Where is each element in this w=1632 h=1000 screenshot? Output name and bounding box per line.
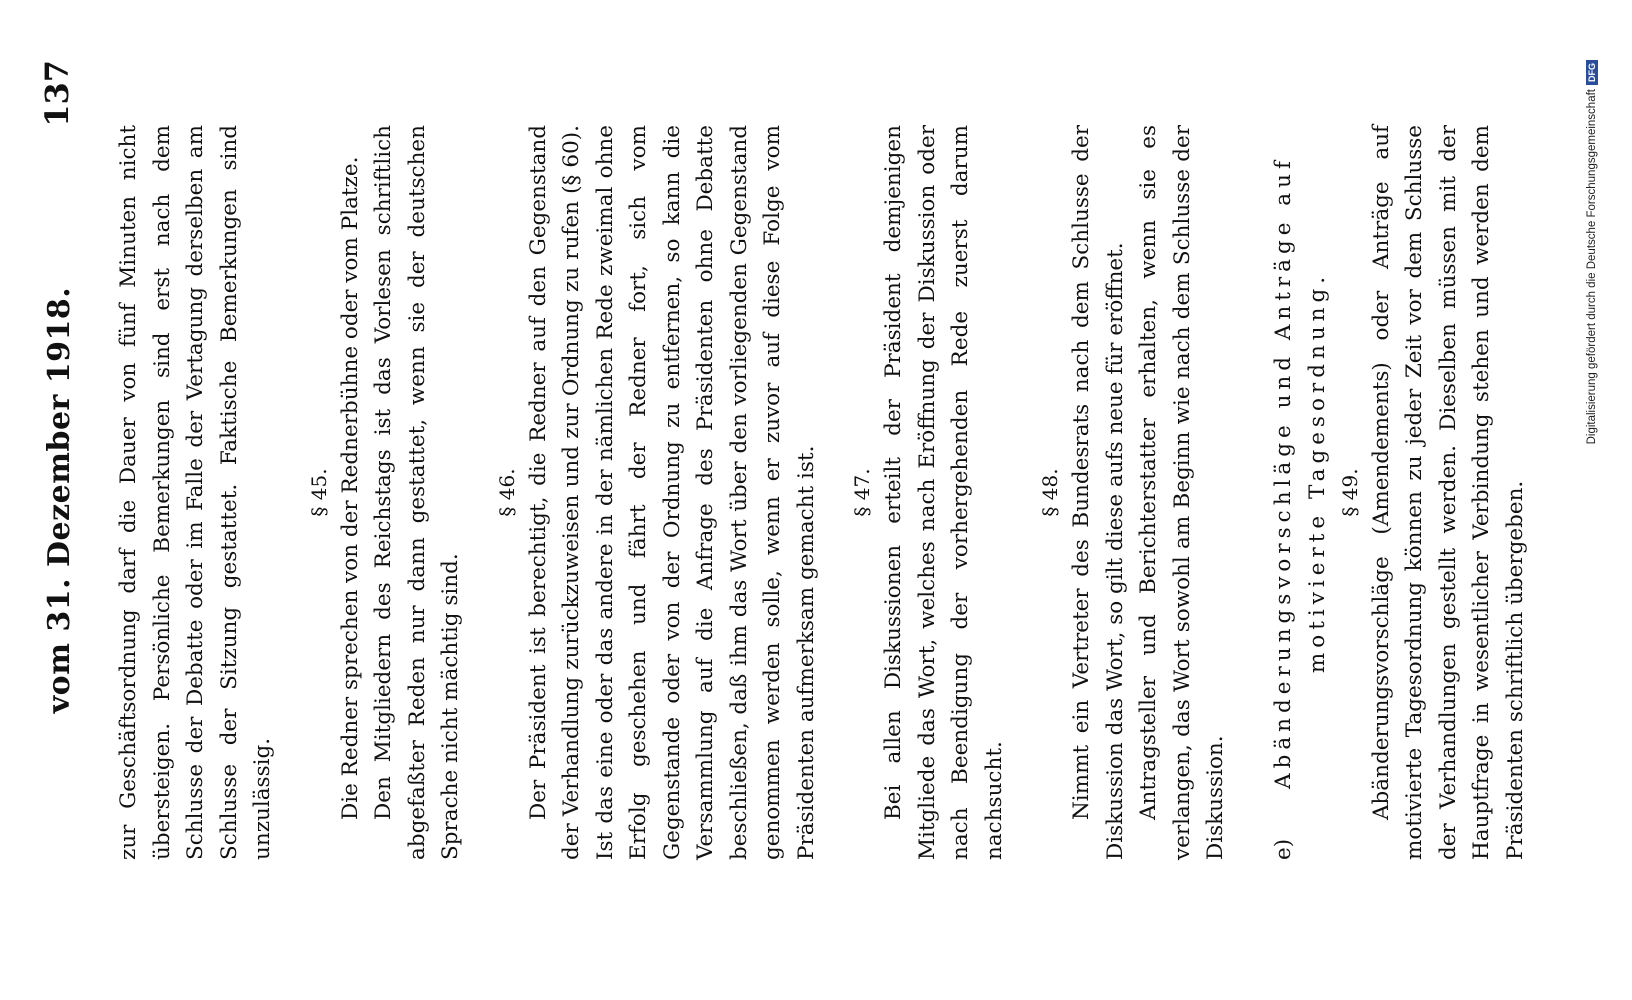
section-45-paragraph-2: Den Mitgliedern des Reichstags ist das Vorlesen schriftlich abgefaßter Reden nur dann gestattet, wenn sie der deutschen Sprache nicht mächtig sind.: [371, 125, 463, 860]
digitization-credit-text: Digitalisierung gefördert durch die Deutsche Forschungsgemeinschaft: [1586, 89, 1598, 445]
section-47-paragraph-1: Bei allen Diskussionen erteilt der Präsident demjenigen Mitgliede das Wort, welches nach Eröffnung der Diskussion oder nach Beendigung der vorhergehenden Rede zuerst darum nachsucht.: [881, 125, 1007, 860]
page-number: 137: [38, 60, 76, 127]
section-48-paragraph-1: Nimmt ein Vertreter des Bundesrats nach dem Schlusse der Diskussion das Wort, so gilt diese aufs neue für eröffnet.: [1069, 125, 1128, 860]
subsection-e-label: e): [1270, 838, 1296, 860]
section-45-title: § 45.: [306, 468, 331, 517]
section-49-title: § 49.: [1337, 468, 1362, 517]
section-49-paragraph-1: Abänderungsvorschläge (Amendements) oder Anträge auf motivierte Tagesordnung können zu jeder Zeit vor dem Schlusse der Verhandlungen gestellt werden. Dieselben müssen mit der Hauptfrage in wesentlicher Verbindung stehen und werden dem Präsidenten schriftlich übergeben.: [1368, 125, 1528, 860]
section-48-paragraph-2: Antragsteller und Berichterstatter erhalten, wenn sie es verlangen, das Wort sowohl am Beginn wie nach dem Schlusse der Diskussion.: [1136, 125, 1228, 860]
continued-paragraph: zur Geschäftsordnung darf die Dauer von fünf Minuten nicht übersteigen. Persönliche Bemerkungen sind erst nach dem Schlusse der Debatte oder im Falle der Vertagung derselben am Schlusse der Sitzung gestattet. Faktische Bemerkungen sind unzulässig.: [116, 125, 275, 860]
page-body: [112, 125, 1532, 860]
subsection-e-title: Abänderungsvorschläge und Anträge auf motivierte Tagesordnung.: [1270, 156, 1330, 789]
digitization-credit: [1586, 0, 1598, 1000]
section-48-title: § 48.: [1038, 468, 1062, 517]
section-46-title: § 46.: [494, 468, 519, 517]
section-46-paragraph-1: Der Präsident ist berechtigt, die Redner auf den Gegenstand der Verhandlung zurückzuweisen und zur Ordnung zu rufen (§ 60). Ist das eine oder das andere in der nämlichen Rede zweimal ohne Erfolg geschehen und fährt der Redner fort, sich vom Gegenstande oder von der Ordnung zu entfernen, so kann die Versammlung auf die Anfrage des Präsidenten ohne Debatte beschließen, daß ihm das Wort über den vorliegenden Gegenstand genommen werden solle, wenn er zuvor auf diese Folge vom Präsidenten aufmerksam gemacht ist.: [525, 125, 819, 860]
dfg-logo: DFG: [1586, 60, 1598, 85]
section-47-title: § 47.: [850, 468, 874, 517]
section-45-paragraph-1: Die Redner sprechen von der Rednerbühne oder vom Platze.: [337, 156, 363, 820]
running-header-title: vom 31. Dezember 1918.: [42, 286, 77, 714]
subsection-e-heading: [1267, 125, 1335, 860]
